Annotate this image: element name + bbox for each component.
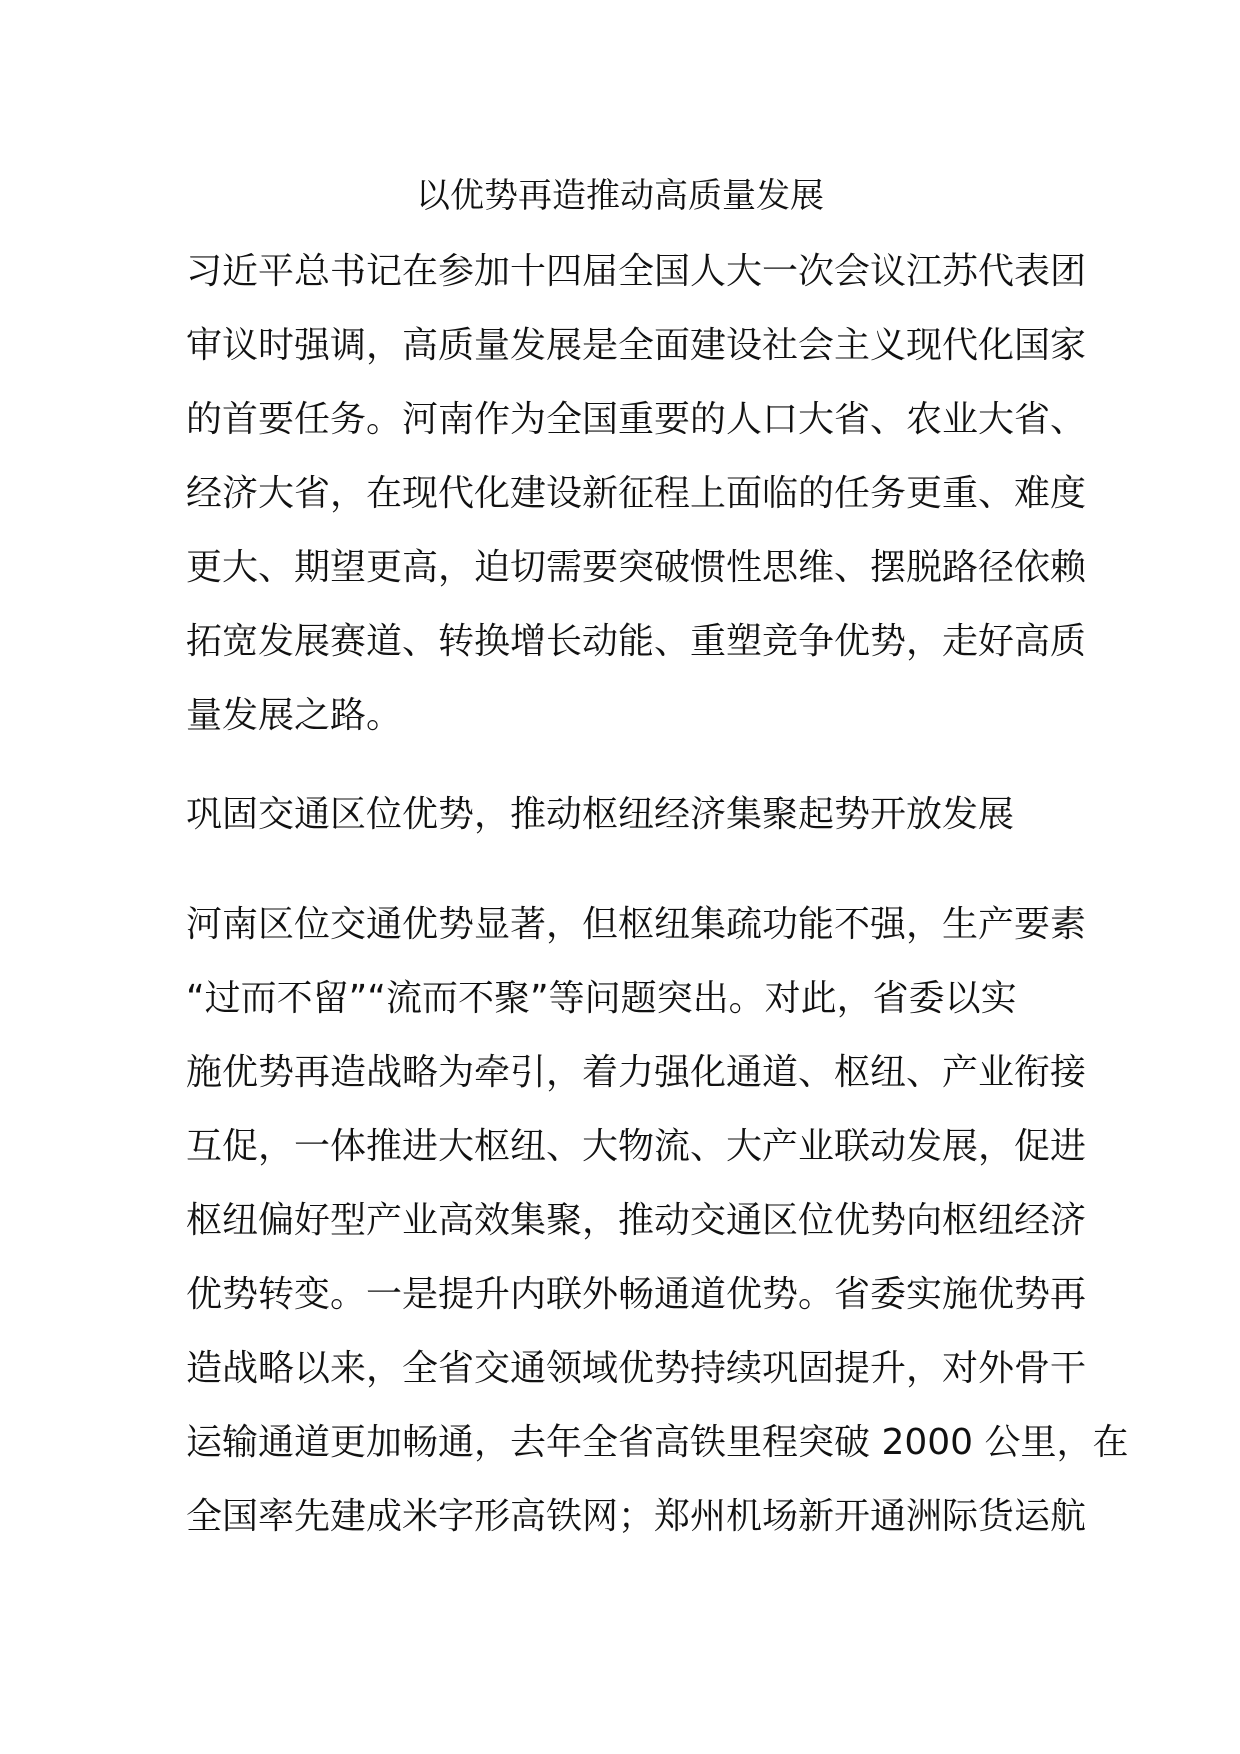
text-line: 的首要任务。河南作为全国重要的人口大省、农业大省、 [186,399,1087,440]
text-line: 量发展之路。 [186,695,403,736]
text-line: 经济大省，在现代化建设新征程上面临的任务更重、难度 [186,473,1087,514]
paragraph-section-1 [186,888,1129,1554]
document-title: 以优势再造推动高质量发展 [416,176,824,216]
text-line: 优势转变。一是提升内联外畅通道优势。省委实施优势再 [186,1274,1087,1315]
text-line: “过而不留”“流而不聚”等问题突出。对此，省委以实 [186,978,1017,1019]
text-line: 互促，一体推进大枢纽、大物流、大产业联动发展，促进 [186,1126,1087,1167]
text-line: 河南区位交通优势显著，但枢纽集疏功能不强，生产要素 [186,904,1087,945]
text-line: 枢纽偏好型产业高效集聚，推动交通区位优势向枢纽经济 [186,1200,1087,1241]
text-line: 更大、期望更高，迫切需要突破惯性思维、摆脱路径依赖 [186,547,1087,588]
text-line: 拓宽发展赛道、转换增长动能、重塑竞争优势，走好高质 [186,621,1087,662]
section-heading [186,778,1056,852]
section-heading-text: 巩固交通区位优势，推动枢纽经济集聚起势开放发展 [186,794,1015,835]
text-line: 造战略以来，全省交通领域优势持续巩固提升，对外骨干 [186,1348,1087,1389]
text-line: 全国率先建成米字形高铁网；郑州机场新开通洲际货运航 [186,1496,1087,1537]
text-line: 审议时强调，高质量发展是全面建设社会主义现代化国家 [186,325,1087,366]
text-line: 施优势再造战略为牵引，着力强化通道、枢纽、产业衔接 [186,1052,1087,1093]
text-line: 运输通道更加畅通，去年全省高铁里程突破 2000 公里，在 [186,1422,1129,1463]
text-line: 习近平总书记在参加十四届全国人大一次会议江苏代表团 [186,251,1087,292]
paragraph-intro [186,235,1087,753]
